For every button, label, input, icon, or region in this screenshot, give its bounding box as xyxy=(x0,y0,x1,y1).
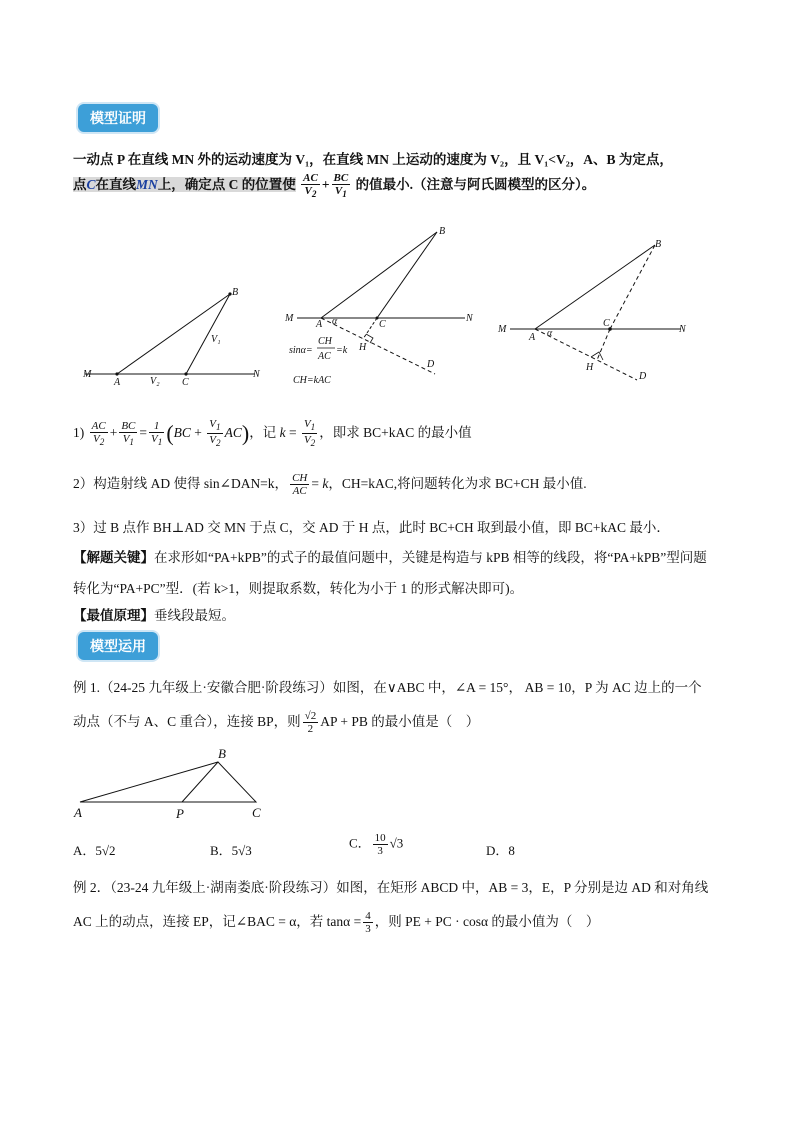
frac-bc-v1: $\frac{BC}{V_1}$ xyxy=(333,172,349,200)
figure-3 xyxy=(495,236,695,386)
fig2-sina: sinα= xyxy=(289,345,313,356)
fig1-label-a: A xyxy=(114,377,121,388)
frac-ac-v2: $\frac{AC}{V_2}$ xyxy=(303,172,318,200)
fig2-label-d: D xyxy=(427,359,435,370)
ex1-line-1: 例 1.（24-25 九年级上·安徽合肥·阶段练习）如图，在∨ABC 中，∠A = 15°， AB = 10，P 为 AC 边上的一个 xyxy=(73,680,702,695)
ex2-line-1: 例 2．（23-24 九年级上·湖南娄底·阶段练习）如图，在矩形 ABCD 中，AB = 3，E，P 分别是边 AD 和对角线 xyxy=(73,880,709,895)
fig3-label-h: H xyxy=(586,362,594,373)
step-1: 1) $\frac{AC}{V_2}$ + $\frac{BC}{V_1}$ = $\frac{1}{V_1}$ (BC + $\frac{V_1}{V_2}$ AC)，记 k = $\frac{V_1}{V_2}$ ，即求 BC+kAC 的最小值 xyxy=(73,418,472,449)
step-3: 3）过 B 点作 BH⊥AD 交 MN 于点 C，交 AD 于 H 点，此时 BC+CH 取到最小值，即 BC+kAC 最小． xyxy=(73,520,670,535)
fig2-label-n: N xyxy=(466,313,473,324)
fig3-label-alpha: α xyxy=(547,328,553,339)
fig3-label-c: C xyxy=(603,318,610,329)
fig1-label-v1: V₁ xyxy=(211,334,221,345)
fig2-label-alpha: α xyxy=(332,316,338,327)
ex1-option-a[interactable]: A．5√2 xyxy=(73,843,116,858)
fig1-label-n: N xyxy=(253,369,260,380)
fig2-label-c: C xyxy=(379,319,386,330)
fig3-label-d: D xyxy=(639,371,647,382)
step-2: 2）构造射线 AD 使得 sin∠DAN=k， $\frac{CH}{AC}$ = k，CH=kAC,将问题转化为求 BC+CH 最小值. xyxy=(73,472,587,498)
fig2-ch: CH xyxy=(318,336,332,347)
fig1-label-v2: V₂ xyxy=(150,376,160,387)
fig2-chkac: CH=kAC xyxy=(293,375,331,386)
ex1-line-2: 动点（不与 A、C 重合），连接 BP，则 $\frac{√2}{2}$ AP + PB 的最小值是（ ） xyxy=(73,710,480,736)
fig2-label-h: H xyxy=(359,342,367,353)
fig2-label-a: A xyxy=(316,319,323,330)
figure-2 xyxy=(285,222,485,394)
fig1-label-c: C xyxy=(182,377,189,388)
key-line-2: 转化为“PA+PC”型．(若 k>1，则提取系数，转化为小于 1 的形式解决即可)。 xyxy=(73,581,524,596)
fig3-label-m: M xyxy=(498,324,507,335)
fig1-label-m: M xyxy=(83,369,92,380)
section-tag-apply: 模型运用 xyxy=(78,632,158,660)
ex1-option-c[interactable]: C． $\frac{10}{3}$ √3 xyxy=(349,832,404,857)
fig4-label-p: P xyxy=(176,806,184,821)
fig4-label-a: A xyxy=(74,805,82,820)
fig4-label-c: C xyxy=(252,805,261,820)
intro-line-2: 点C在直线MN上，确定点 C 的位置使 $\frac{AC}{V_2}$ + $\frac{BC}{V_1}$ 的值最小.（注意与阿氏圆模型的区分）。 xyxy=(73,172,596,200)
key-line-1: 【解题关键】在求形如“PA+kPB”的式子的最值问题中，关键是构造与 kPB 相等的线段，将“PA+kPB”型问题 xyxy=(73,550,707,565)
fig2-ac: AC xyxy=(318,351,331,362)
ex2-line-2: AC 上的动点，连接 EP，记∠BAC = α，若 tanα = $\frac{4}{3}$ ，则 PE + PC · cosα 的最小值为（ ） xyxy=(73,910,600,936)
figure-4 xyxy=(72,744,272,822)
fig2-label-b: B xyxy=(439,226,446,237)
fig2-eqk: =k xyxy=(336,345,348,356)
section-tag-proof: 模型证明 xyxy=(78,104,158,132)
fig3-label-b: B xyxy=(655,239,662,250)
ex1-option-d[interactable]: D．8 xyxy=(486,843,515,858)
fig3-label-a: A xyxy=(529,332,536,343)
figure-1 xyxy=(80,285,270,390)
fig4-label-b: B xyxy=(218,746,226,761)
intro-line-1: 一动点 P 在直线 MN 外的运动速度为 V₁，在直线 MN 上运动的速度为 V₂，且 V₁<V₂，A、B 为定点， xyxy=(73,152,673,167)
fig3-label-n: N xyxy=(679,324,686,335)
fig2-label-m: M xyxy=(285,313,294,324)
ex1-option-b[interactable]: B．5√3 xyxy=(210,843,252,858)
principle-line: 【最值原理】垂线段最短。 xyxy=(73,608,235,623)
fig1-label-b: B xyxy=(232,287,239,298)
